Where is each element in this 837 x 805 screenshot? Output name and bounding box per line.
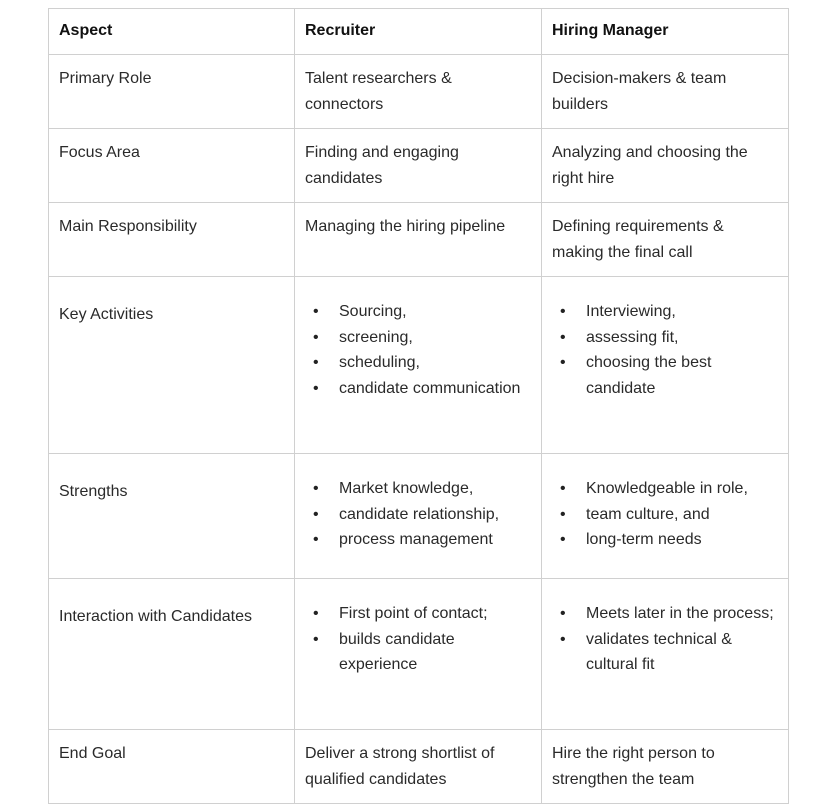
list-item: • candidate relationship, <box>339 502 531 528</box>
cell-hiring-manager <box>542 454 789 579</box>
list-item: • scheduling, <box>339 350 531 376</box>
cell-recruiter: Deliver a strong shortlist of qualified candidates <box>295 730 542 804</box>
table-row <box>49 203 789 277</box>
comparison-table <box>48 8 789 804</box>
header-aspect: Aspect <box>49 9 295 55</box>
cell-hiring-manager: Defining requirements & making the final call <box>542 203 789 277</box>
cell-recruiter: Finding and engaging candidates <box>295 129 542 203</box>
cell-recruiter: Talent researchers & connectors <box>295 55 542 129</box>
cell-recruiter: Managing the hiring pipeline <box>295 203 542 277</box>
cell-aspect: Interaction with Candidates <box>49 579 295 730</box>
cell-recruiter <box>295 579 542 730</box>
bullet-list <box>552 601 778 678</box>
cell-aspect: End Goal <box>49 730 295 804</box>
table-row <box>49 277 789 454</box>
cell-hiring-manager: Analyzing and choosing the right hire <box>542 129 789 203</box>
cell-aspect: Strengths <box>49 454 295 579</box>
list-item: • screening, <box>339 325 531 351</box>
list-item: • process management <box>339 527 531 553</box>
list-item: • Interviewing, <box>586 299 778 325</box>
bullet-list <box>305 601 531 678</box>
cell-recruiter <box>295 454 542 579</box>
header-recruiter: Recruiter <box>295 9 542 55</box>
table-row <box>49 454 789 579</box>
bullet-list <box>552 299 778 401</box>
list-item: • Sourcing, <box>339 299 531 325</box>
list-item: • long-term needs <box>586 527 778 553</box>
cell-aspect: Primary Role <box>49 55 295 129</box>
table-row <box>49 55 789 129</box>
cell-hiring-manager: Decision-makers & team builders <box>542 55 789 129</box>
list-item: • choosing the best candidate <box>586 350 778 401</box>
list-item: • candidate communication <box>339 376 531 402</box>
cell-hiring-manager <box>542 579 789 730</box>
list-item: • First point of contact; <box>339 601 531 627</box>
cell-hiring-manager: Hire the right person to strengthen the team <box>542 730 789 804</box>
cell-aspect: Focus Area <box>49 129 295 203</box>
table-row <box>49 579 789 730</box>
list-item: • team culture, and <box>586 502 778 528</box>
bullet-list <box>305 476 531 553</box>
header-row <box>49 9 789 55</box>
cell-aspect: Key Activities <box>49 277 295 454</box>
cell-recruiter <box>295 277 542 454</box>
table-row <box>49 129 789 203</box>
cell-hiring-manager <box>542 277 789 454</box>
table-body <box>49 55 789 804</box>
table-header <box>49 9 789 55</box>
list-item: • assessing fit, <box>586 325 778 351</box>
cell-aspect: Main Responsibility <box>49 203 295 277</box>
list-item: • Market knowledge, <box>339 476 531 502</box>
header-hiring-manager: Hiring Manager <box>542 9 789 55</box>
list-item: • validates technical & cultural fit <box>586 627 778 678</box>
bullet-list <box>552 476 778 553</box>
comparison-table-container <box>48 8 789 804</box>
list-item: • Knowledgeable in role, <box>586 476 778 502</box>
list-item: • Meets later in the process; <box>586 601 778 627</box>
bullet-list <box>305 299 531 401</box>
table-row <box>49 730 789 804</box>
list-item: • builds candidate experience <box>339 627 531 678</box>
